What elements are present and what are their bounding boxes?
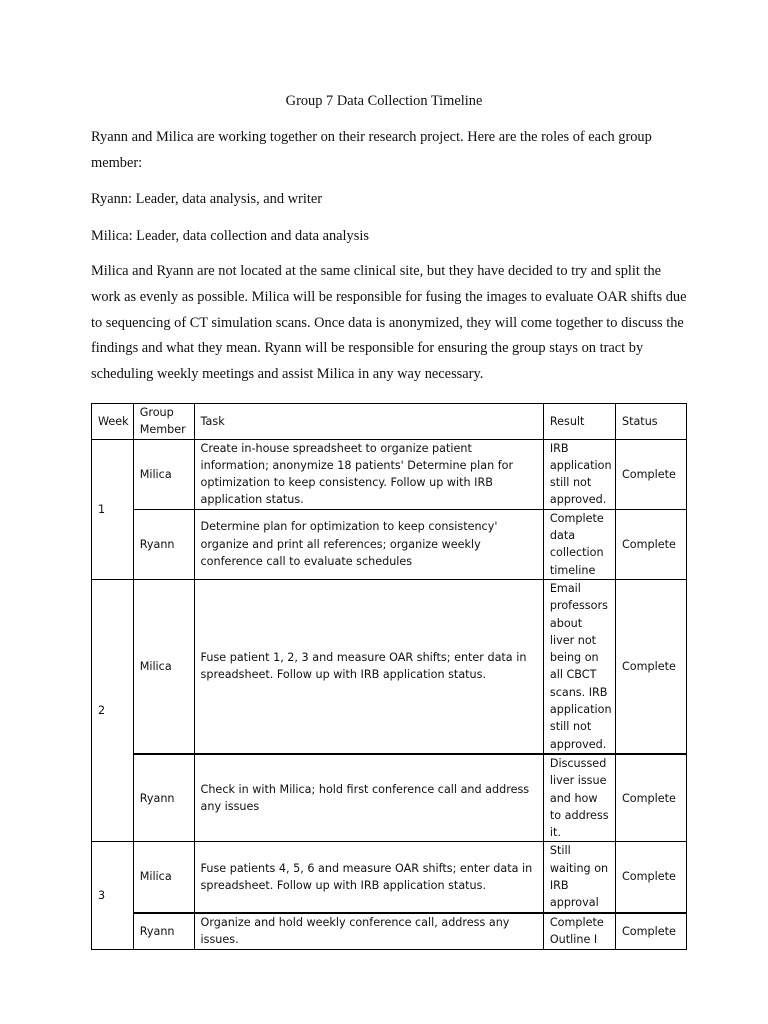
milica-role: Milica: Leader, data collection and data analysis bbox=[91, 228, 369, 244]
header-member: Group Member bbox=[133, 404, 194, 440]
member-cell: Ryann bbox=[133, 509, 194, 579]
status-cell: Complete bbox=[615, 913, 686, 950]
header-task: Task bbox=[194, 404, 543, 440]
table-row bbox=[92, 913, 687, 950]
member-cell: Ryann bbox=[133, 913, 194, 950]
member-cell: Milica bbox=[133, 439, 194, 509]
table-row bbox=[92, 754, 687, 842]
result-cell: IRB application still not approved. bbox=[543, 439, 615, 509]
table-row bbox=[92, 579, 687, 753]
status-cell: Complete bbox=[615, 509, 686, 579]
table-header-row bbox=[92, 404, 687, 440]
result-cell: Complete Outline I bbox=[543, 913, 615, 950]
result-cell: Email professors about liver not being on all CBCT scans. IRB application still not approved. bbox=[543, 579, 615, 753]
task-cell: Organize and hold weekly conference call, address any issues. bbox=[194, 913, 543, 950]
result-cell: Complete data collection timeline bbox=[543, 509, 615, 579]
task-cell: Check in with Milica; hold first conference call and address any issues bbox=[194, 754, 543, 842]
week-cell: 1 bbox=[92, 439, 134, 579]
task-cell: Create in-house spreadsheet to organize patient information; anonymize 18 patients' Determine plan for optimization to keep consistency. Follow up with IRB application status. bbox=[194, 439, 543, 509]
task-cell: Fuse patients 4, 5, 6 and measure OAR shifts; enter data in spreadsheet. Follow up with IRB application status. bbox=[194, 842, 543, 913]
intro-paragraph: Ryann and Milica are working together on their research project. Here are the roles of each group member: bbox=[91, 129, 652, 171]
member-cell: Ryann bbox=[133, 754, 194, 842]
table-row bbox=[92, 509, 687, 579]
week-cell: 2 bbox=[92, 579, 134, 841]
document-title: Group 7 Data Collection Timeline bbox=[285, 93, 483, 109]
status-cell: Complete bbox=[615, 579, 686, 753]
header-week: Week bbox=[92, 404, 134, 440]
plan-paragraph: Milica and Ryann are not located at the same clinical site, but they have decided to try and split the work as evenly as possible. Milica will be responsible for fusing the images to evaluate OAR shifts due to sequencing of CT simulation scans. Once data is anonymized, they will come together to discuss the findings and what they mean. Ryann will be responsible for ensuring the group stays on tract by scheduling weekly meetings and assist Milica in any way necessary. bbox=[91, 263, 687, 383]
member-cell: Milica bbox=[133, 842, 194, 913]
status-cell: Complete bbox=[615, 754, 686, 842]
result-cell: Discussed liver issue and how to address it. bbox=[543, 754, 615, 842]
table-row bbox=[92, 439, 687, 509]
header-status: Status bbox=[615, 404, 686, 440]
task-cell: Fuse patient 1, 2, 3 and measure OAR shifts; enter data in spreadsheet. Follow up with IRB application status. bbox=[194, 579, 543, 753]
week-cell: 3 bbox=[92, 842, 134, 950]
result-cell: Still waiting on IRB approval bbox=[543, 842, 615, 913]
status-cell: Complete bbox=[615, 842, 686, 913]
table-row bbox=[92, 842, 687, 913]
task-cell: Determine plan for optimization to keep consistency' organize and print all references; organize weekly conference call to evaluate schedules bbox=[194, 509, 543, 579]
header-result: Result bbox=[543, 404, 615, 440]
status-cell: Complete bbox=[615, 439, 686, 509]
ryann-role: Ryann: Leader, data analysis, and writer bbox=[91, 191, 323, 207]
timeline-table bbox=[91, 403, 687, 950]
member-cell: Milica bbox=[133, 579, 194, 753]
